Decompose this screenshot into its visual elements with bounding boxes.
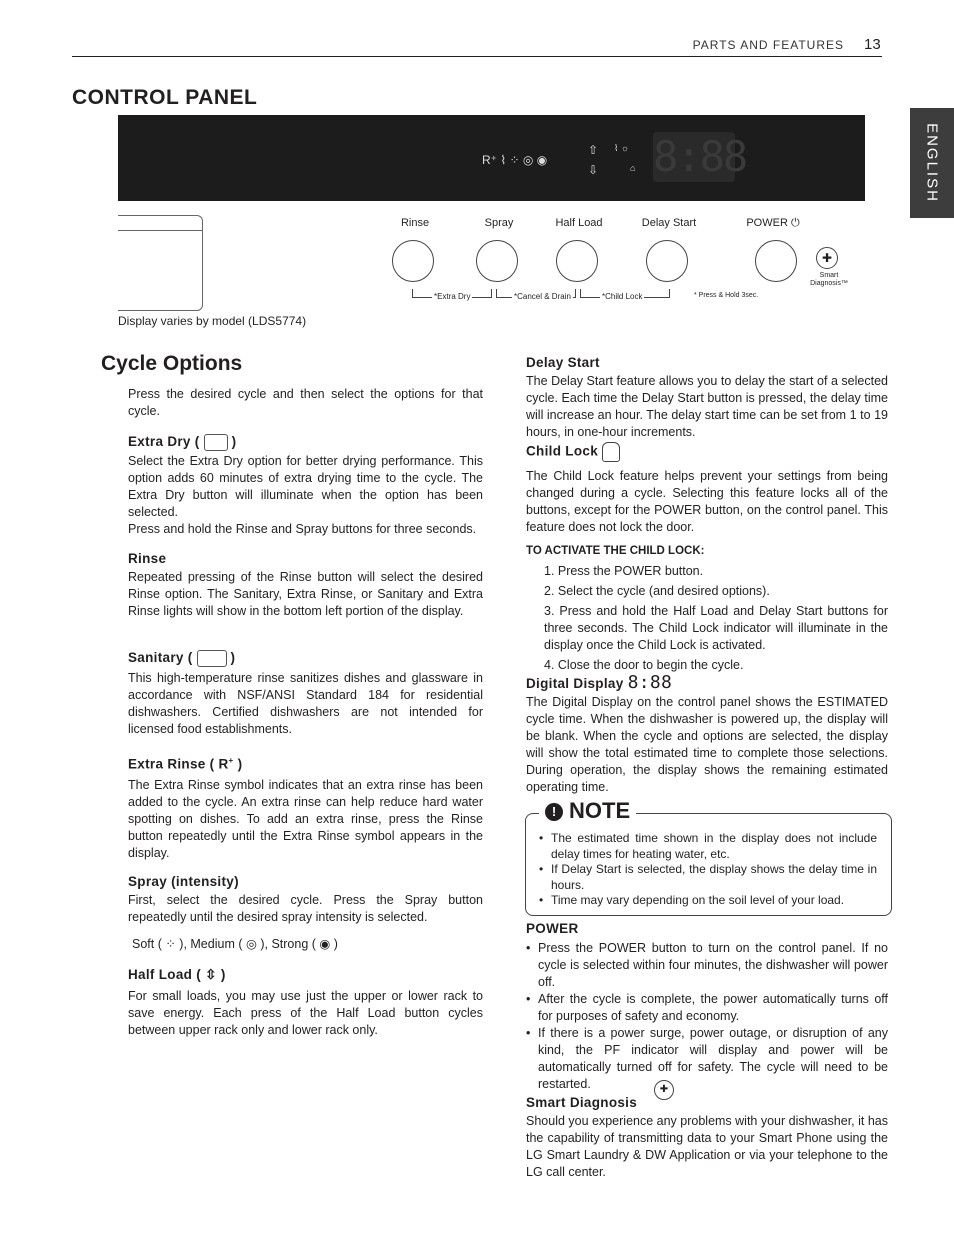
delay-start-section: Delay Start The Delay Start feature allows you to delay the start of a selected cycle. Each time the Delay Start button is pressed, the delay time will increase an hour. The delay start time can be set from 1 to 19 hours, in one-hour increments. [526, 355, 888, 439]
page-number: 13 [864, 36, 881, 53]
half-load-label: Half Load [555, 217, 603, 229]
extra-rinse-section: Extra Rinse ( R+ ) The Extra Rinse symbol indicates that an extra rinse has been added to the cycle. An extra rinse can help reduce hard water spotting on dishes. To add an extra rinse, press the Rinse button repeatedly until the Extra Rinse symbol appears in the display. [128, 756, 483, 860]
half-load-button[interactable] [556, 240, 598, 282]
language-tab: ENGLISH [910, 108, 954, 218]
note-list [539, 831, 877, 909]
running-header: PARTS AND FEATURES [692, 38, 844, 52]
digital-display-section: Digital Display 8:88 The Digital Display on the control panel shows the ESTIMATED cycle time. When the dishwasher is powered up, the display will be blank. When the cycle and options are selected, the display will show the total estimated time to complete those selections. During operation, the display shows the remaining estimated operating time. [526, 672, 888, 794]
child-lock-section: Child Lock The Child Lock feature helps prevent your settings from being changed during a cycle. Selecting this feature locks all of the buttons, except for the POWER button, on the control panel. This feature does not lock the door. TO ACTIVATE THE CHILD LOCK: 1. Press the POWER button. 2. Select the cycle (and desired options). 3. Press and hold the Half Load and Delay Start buttons for three seconds. The Child Lock indicator will illuminate in the display once the Child Lock is activated. 4. Close the door to begin the cycle. [526, 443, 888, 672]
page-title: CONTROL PANEL [72, 86, 258, 109]
lock-icon: ⌂ [630, 163, 636, 173]
child-lock-hint: *Child Lock [602, 292, 643, 301]
spray-levels: Soft ( ⁘ ), Medium ( ◎ ), Strong ( ◉ ) [132, 937, 338, 951]
power-button[interactable] [755, 240, 797, 282]
plus-sup: + [228, 756, 234, 765]
rinse-indicator-icon: R⁺ ⌇ ⁘ ◎ ◉ [482, 153, 548, 167]
smart-diagnosis-label: Smart Diagnosis™ [810, 272, 848, 287]
note-item: • Time may vary depending on the soil level of your load. [539, 893, 877, 909]
cycle-intro: Press the desired cycle and then select the options for that cycle. [128, 387, 483, 418]
power-label: POWER ⏻ [746, 217, 800, 229]
note-item: • The estimated time shown in the display does not include delay times for heating water, etc. [539, 831, 877, 862]
half-load-up-icon: ⇧ [588, 143, 599, 157]
cancel-drain-hint: *Cancel & Drain [514, 292, 571, 301]
smart-diagnosis-small-icon: ✚ [654, 1080, 674, 1100]
exclamation-icon: ! [545, 803, 563, 821]
spray-label: Spray [484, 217, 514, 229]
half-load-icon: ⇳ [205, 967, 217, 982]
display-caption: Display varies by model (LDS5774) [118, 314, 307, 328]
power-item: • After the cycle is complete, the power automatically turns off for purposes of safety and economy. [526, 991, 888, 1025]
half-load-down-icon: ⇩ [588, 163, 599, 177]
extra-dry-icon [204, 434, 228, 451]
press-hold-hint: * Press & Hold 3sec. [694, 292, 759, 299]
half-load-section: Half Load ( ⇳ ) For small loads, you may use just the upper or lower rack to save energy. Each press of the Half Load button cycles between upper rack only and lower rack only. [128, 967, 483, 1037]
spray-section: Spray (intensity) First, select the desired cycle. Press the Spray button repeatedly until the desired spray intensity is selected. Soft ( ⁘ ), Medium ( ◎ ), Strong ( ◉ ) [128, 874, 483, 951]
sanitary-section: Sanitary ( ) This high-temperature rinse sanitizes dishes and glassware in accordance with NSF/ANSI Standard 184 for residential dishwashers. Certified dishwashers are not intended for licensed food establishments. [128, 650, 483, 736]
power-icon: ⏻ [790, 217, 800, 229]
extra-dry-section: Extra Dry ( ) Select the Extra Dry option for better drying performance. This option adds 60 minutes of extra drying time to the cycle. The Extra Dry button will illuminate when the option has been selected. Press and hold the Rinse and Spray buttons for three seconds. [128, 434, 483, 536]
digital-display: 8:88 [653, 132, 747, 181]
rinse-button[interactable] [392, 240, 434, 282]
rinse-label: Rinse [400, 217, 430, 229]
child-step-1: 1. Press the POWER button. [544, 564, 704, 578]
header-rule [72, 56, 882, 57]
digital-display-icon: 8:88 [627, 672, 673, 693]
smart-diagnosis-icon: ✚ [816, 247, 838, 269]
extra-dry-hint: *Extra Dry [434, 292, 471, 301]
spray-button[interactable] [476, 240, 518, 282]
control-panel-display [118, 115, 865, 201]
note-title: ! NOTE [539, 798, 636, 824]
child-step-3: 3. Press and hold the Half Load and Delay Start buttons for three seconds. The Child Lock indicator will illuminate in the display once the Child Lock is activated. [544, 604, 888, 652]
rinse-section: Rinse Repeated pressing of the Rinse button will select the desired Rinse option. The Sanitary, Extra Rinse, or Sanitary and Extra Rinse lights will show in the bottom left portion of the display. [128, 551, 483, 618]
delay-start-label: Delay Start [641, 217, 697, 229]
smart-diagnosis-section: Smart Diagnosis Should you experience any problems with your dishwasher, it has the capability of transmitting data to your Smart Phone using the LG Smart Laundry & DW Application or via your telephone to the LG call center. [526, 1095, 889, 1179]
child-lock-icon [602, 442, 620, 462]
child-step-2: 2. Select the cycle (and desired options). [544, 584, 770, 598]
status-icons: ⌇ ☼ [614, 143, 630, 153]
note-item: • If Delay Start is selected, the display shows the delay time in hours. [539, 862, 877, 893]
cycle-options-heading: Cycle Options [101, 352, 243, 375]
child-step-4: 4. Close the door to begin the cycle. [544, 658, 744, 672]
door-edge [118, 230, 202, 231]
power-item: • If there is a power surge, power outage, or disruption of any kind, the PF indicator will display and power will be automatically turned off for safety. The cycle will need to be restarted. [526, 1025, 888, 1093]
delay-start-button[interactable] [646, 240, 688, 282]
power-item: • Press the POWER button to turn on the control panel. If no cycle is selected within four minutes, the dishwasher will power off. [526, 940, 888, 991]
thermometer-icon [197, 650, 227, 667]
power-section: POWER • Press the POWER button to turn on the control panel. If no cycle is selected within four minutes, the dishwasher will power off. • After the cycle is complete, the power automatically turns off for purposes of safety and economy. • If there is a power surge, power outage, or disruption of any kind, the PF indicator will display and power will be automatically turned off for safety. The cycle will need to be restarted. [526, 920, 888, 1093]
